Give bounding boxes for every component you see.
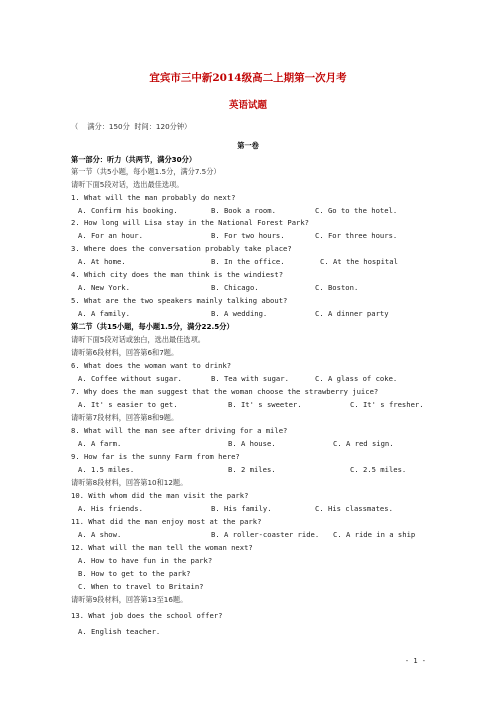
q11-option-a: A. A show. bbox=[78, 530, 122, 539]
q11-option-b: B. A roller-coaster ride. bbox=[211, 530, 320, 539]
question-10: 10. With whom did the man visit the park? bbox=[71, 491, 249, 500]
volume-heading: 第一卷 bbox=[237, 141, 259, 150]
q12-option-c: C. When to travel to Britain? bbox=[78, 582, 204, 591]
q4-option-b: B. Chicago. bbox=[211, 283, 259, 292]
q11-option-c: C. A ride in a ship bbox=[333, 530, 416, 539]
q12-option-a: A. How to have fun in the park? bbox=[78, 556, 213, 565]
q9-option-c: C. 2.5 miles. bbox=[350, 465, 407, 474]
q9-option-a: A. 1.5 miles. bbox=[78, 465, 135, 474]
q4-option-a: A. New York. bbox=[78, 283, 130, 292]
q4-option-c: C. Boston. bbox=[315, 283, 359, 292]
exam-title: 宜宾市三中新2014级高二上期第一次月考 bbox=[149, 72, 347, 84]
q12-option-b: B. How to get to the park? bbox=[78, 569, 191, 578]
q10-option-a: A. His friends. bbox=[78, 504, 143, 513]
section2-heading: 第二节（共15小题，每小题1.5分，满分22.5分） bbox=[71, 322, 234, 331]
q2-option-c: C. For three hours. bbox=[315, 231, 398, 240]
q8-option-a: A. A farm. bbox=[78, 439, 122, 448]
q6-option-c: C. A glass of coke. bbox=[315, 374, 398, 383]
question-6: 6. What does the woman want to drink? bbox=[71, 361, 232, 370]
q7-option-a: A. It' s easier to get. bbox=[78, 400, 178, 409]
question-3: 3. Where does the conversation probably take place? bbox=[71, 244, 292, 253]
material8-instruction: 请听第8段材料，回答第10和12题。 bbox=[71, 478, 188, 487]
question-9: 9. How far is the sunny Farm from here? bbox=[71, 452, 240, 461]
material9-instruction: 请听第9段材料，回答第13至16题。 bbox=[71, 595, 188, 604]
section1-instruction: 请听下面5段对话，选出最佳选项。 bbox=[71, 180, 184, 189]
exam-meta: （ 满分：150分 时间：120分钟） bbox=[71, 122, 192, 131]
question-12: 12. What will the man tell the woman next? bbox=[71, 543, 253, 552]
q3-option-b: B. In the office. bbox=[211, 257, 285, 266]
q13-option-a: A. English teacher. bbox=[78, 627, 161, 636]
q5-option-a: A. A family. bbox=[78, 309, 130, 318]
question-7: 7. Why does the man suggest that the woman choose the strawberry juice? bbox=[71, 387, 379, 396]
page-number: - 1 - bbox=[404, 657, 426, 665]
question-5: 5. What are the two speakers mainly talking about? bbox=[71, 296, 288, 305]
q2-option-b: B. For two hours. bbox=[211, 231, 285, 240]
q5-option-b: B. A wedding. bbox=[211, 309, 268, 318]
question-1: 1. What will the man probably do next? bbox=[71, 193, 236, 202]
q7-option-b: B. It' s sweeter. bbox=[228, 400, 302, 409]
q6-option-b: B. Tea with sugar. bbox=[211, 374, 289, 383]
q5-option-c: C. A dinner party bbox=[315, 309, 389, 318]
q1-option-a: A. Confirm his booking. bbox=[78, 206, 178, 215]
q1-option-c: C. Go to the hotel. bbox=[315, 206, 398, 215]
exam-subtitle: 英语试题 bbox=[228, 100, 267, 111]
material6-instruction: 请听第6段材料，回答第6和7题。 bbox=[71, 348, 179, 357]
question-4: 4. Which city does the man think is the windiest? bbox=[71, 270, 284, 279]
q10-option-b: B. His family. bbox=[211, 504, 272, 513]
q1-option-b: B. Book a room. bbox=[211, 206, 276, 215]
q3-option-a: A. At home. bbox=[78, 257, 126, 266]
q8-option-b: B. A house. bbox=[228, 439, 276, 448]
question-11: 11. What did the man enjoy most at the park? bbox=[71, 517, 262, 526]
question-8: 8. What will the man see after driving for a mile? bbox=[71, 426, 288, 435]
material7-instruction: 请听第7段材料，回答第8和9题。 bbox=[71, 413, 179, 422]
question-13: 13. What job does the school offer? bbox=[71, 611, 223, 620]
part1-heading: 第一部分：听力（共两节，满分30分） bbox=[71, 155, 197, 164]
q10-option-c: C. His classmates. bbox=[315, 504, 393, 513]
section2-instruction: 请听下面5段对话或独白，选出最佳选项。 bbox=[71, 335, 205, 344]
question-2: 2. How long will Lisa stay in the National Forest Park? bbox=[71, 218, 309, 227]
q2-option-a: A. For an hour. bbox=[78, 231, 143, 240]
q3-option-c: C. At the hospital bbox=[320, 257, 398, 266]
q7-option-c: C. It' s fresher. bbox=[350, 400, 424, 409]
section1-heading: 第一节（共5小题，每小题1.5分，满分7.5分） bbox=[71, 167, 221, 176]
q9-option-b: B. 2 miles. bbox=[228, 465, 276, 474]
q6-option-a: A. Coffee without sugar. bbox=[78, 374, 182, 383]
q8-option-c: C. A red sign. bbox=[333, 439, 394, 448]
